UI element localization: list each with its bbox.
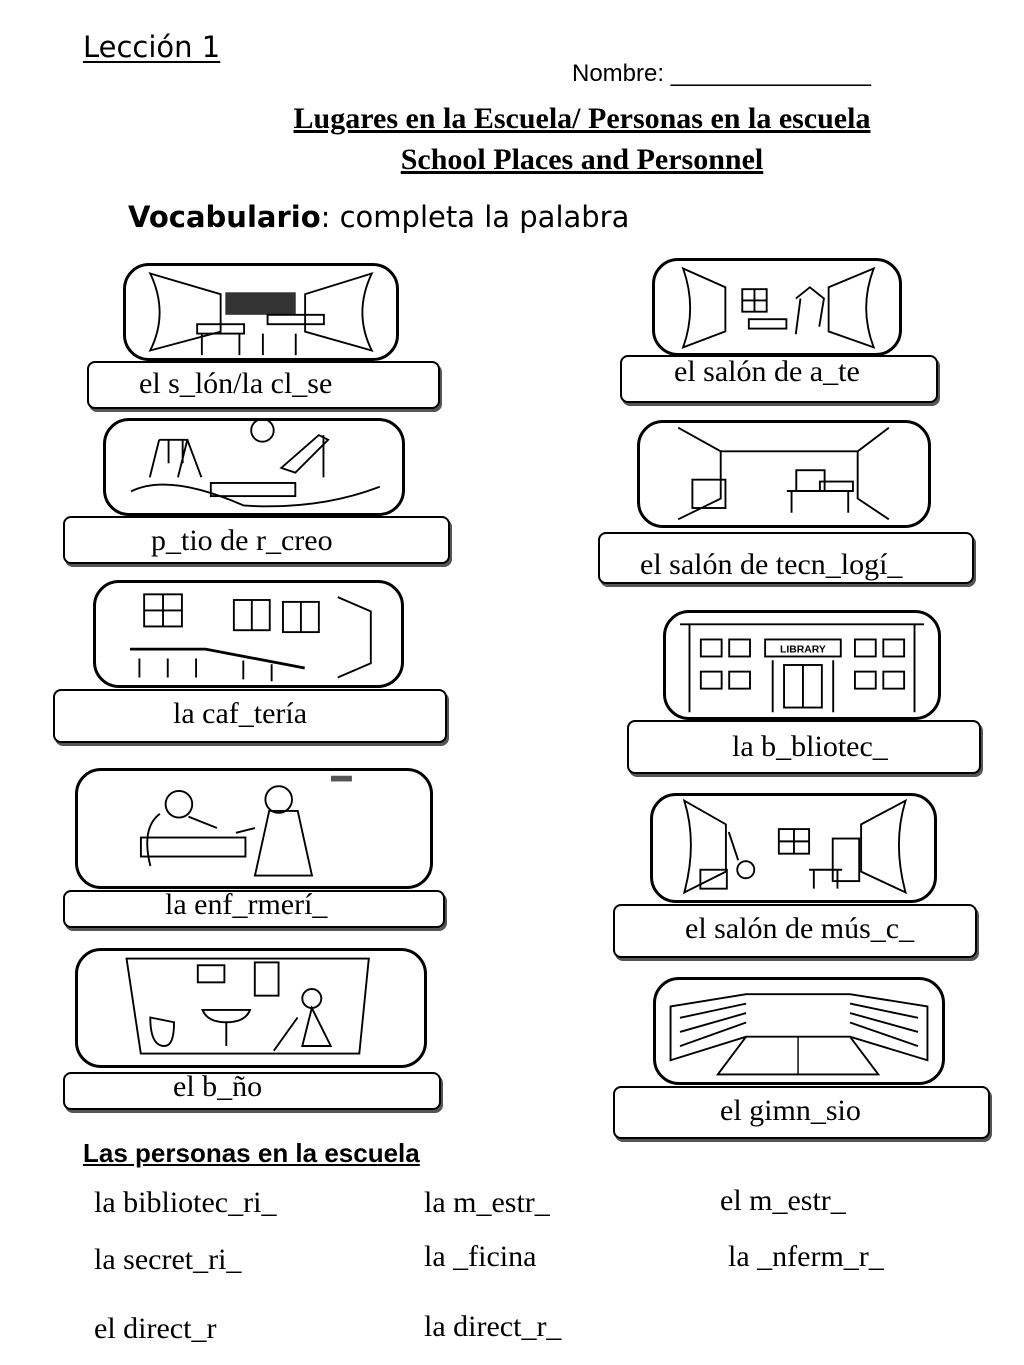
worksheet-title-english: School Places and Personnel [400,143,764,176]
bathroom-icon [78,951,424,1065]
place-word: p_tio de r_creo [151,524,333,557]
cafeteria-picture [93,580,404,688]
vocabulary-heading: Vocabulario [128,200,321,234]
place-word: la enf_rmerí_ [165,888,328,921]
place-label-classroom [87,361,440,409]
nurse-office-picture [75,768,433,889]
playground-picture [103,418,405,516]
place-label-bathroom [63,1072,441,1110]
place-word: el gimn_sio [720,1094,861,1127]
music-room-icon [653,796,934,900]
place-label-computer-room [598,532,974,584]
name-field-label: Nombre: _______________ [572,60,871,87]
people-word: la bibliotec_ri_ [94,1186,277,1219]
place-word: el b_ño [173,1070,263,1103]
people-word: la secret_ri_ [94,1243,242,1276]
place-word: el s_lón/la cl_se [139,367,333,400]
cafeteria-icon [96,583,401,685]
people-word: el m_estr_ [720,1184,846,1217]
classroom-picture [123,263,399,361]
place-word: el salón de tecn_logí_ [640,548,903,581]
place-label-gymnasium [613,1086,990,1139]
vocabulary-instruction [128,200,629,234]
place-label-art-room [620,355,938,403]
library-picture [663,610,941,720]
people-word: la m_estr_ [424,1186,550,1219]
computer-room-icon [640,423,928,525]
place-label-library [627,720,981,774]
library-sign-text: LIBRARY [780,644,826,656]
place-label-cafeteria [53,689,447,743]
art-room-picture [652,258,902,356]
nurse-office-icon [78,771,430,886]
vocabulary-instruction-text: : completa la palabra [320,200,630,234]
place-label-playground [63,516,450,564]
lesson-title: Lección 1 [83,30,221,64]
place-label-music-room [613,904,977,958]
place-word: la caf_tería [173,697,308,730]
playground-icon [106,421,402,513]
computer-room-picture [637,420,931,528]
gymnasium-icon [656,980,942,1082]
library-building-icon [666,613,938,717]
place-label-nurse-office [63,890,445,928]
place-word: el salón de a_te [674,355,860,388]
art-room-icon [655,261,899,353]
people-word: la _nferm_r_ [728,1240,884,1273]
music-room-picture [650,793,937,903]
place-word: la b_bliotec_ [732,730,888,763]
bathroom-picture [75,948,427,1068]
people-word: el direct_r [94,1312,217,1345]
people-word: la direct_r_ [424,1310,562,1343]
gymnasium-picture [653,977,945,1085]
people-word: la _ficina [424,1240,537,1273]
people-section-title: Las personas en la escuela [83,1138,420,1168]
worksheet-title-spanish: Lugares en la Escuela/ Personas en la escuela [293,102,871,135]
classroom-icon [126,266,396,358]
place-word: el salón de mús_c_ [685,912,915,945]
